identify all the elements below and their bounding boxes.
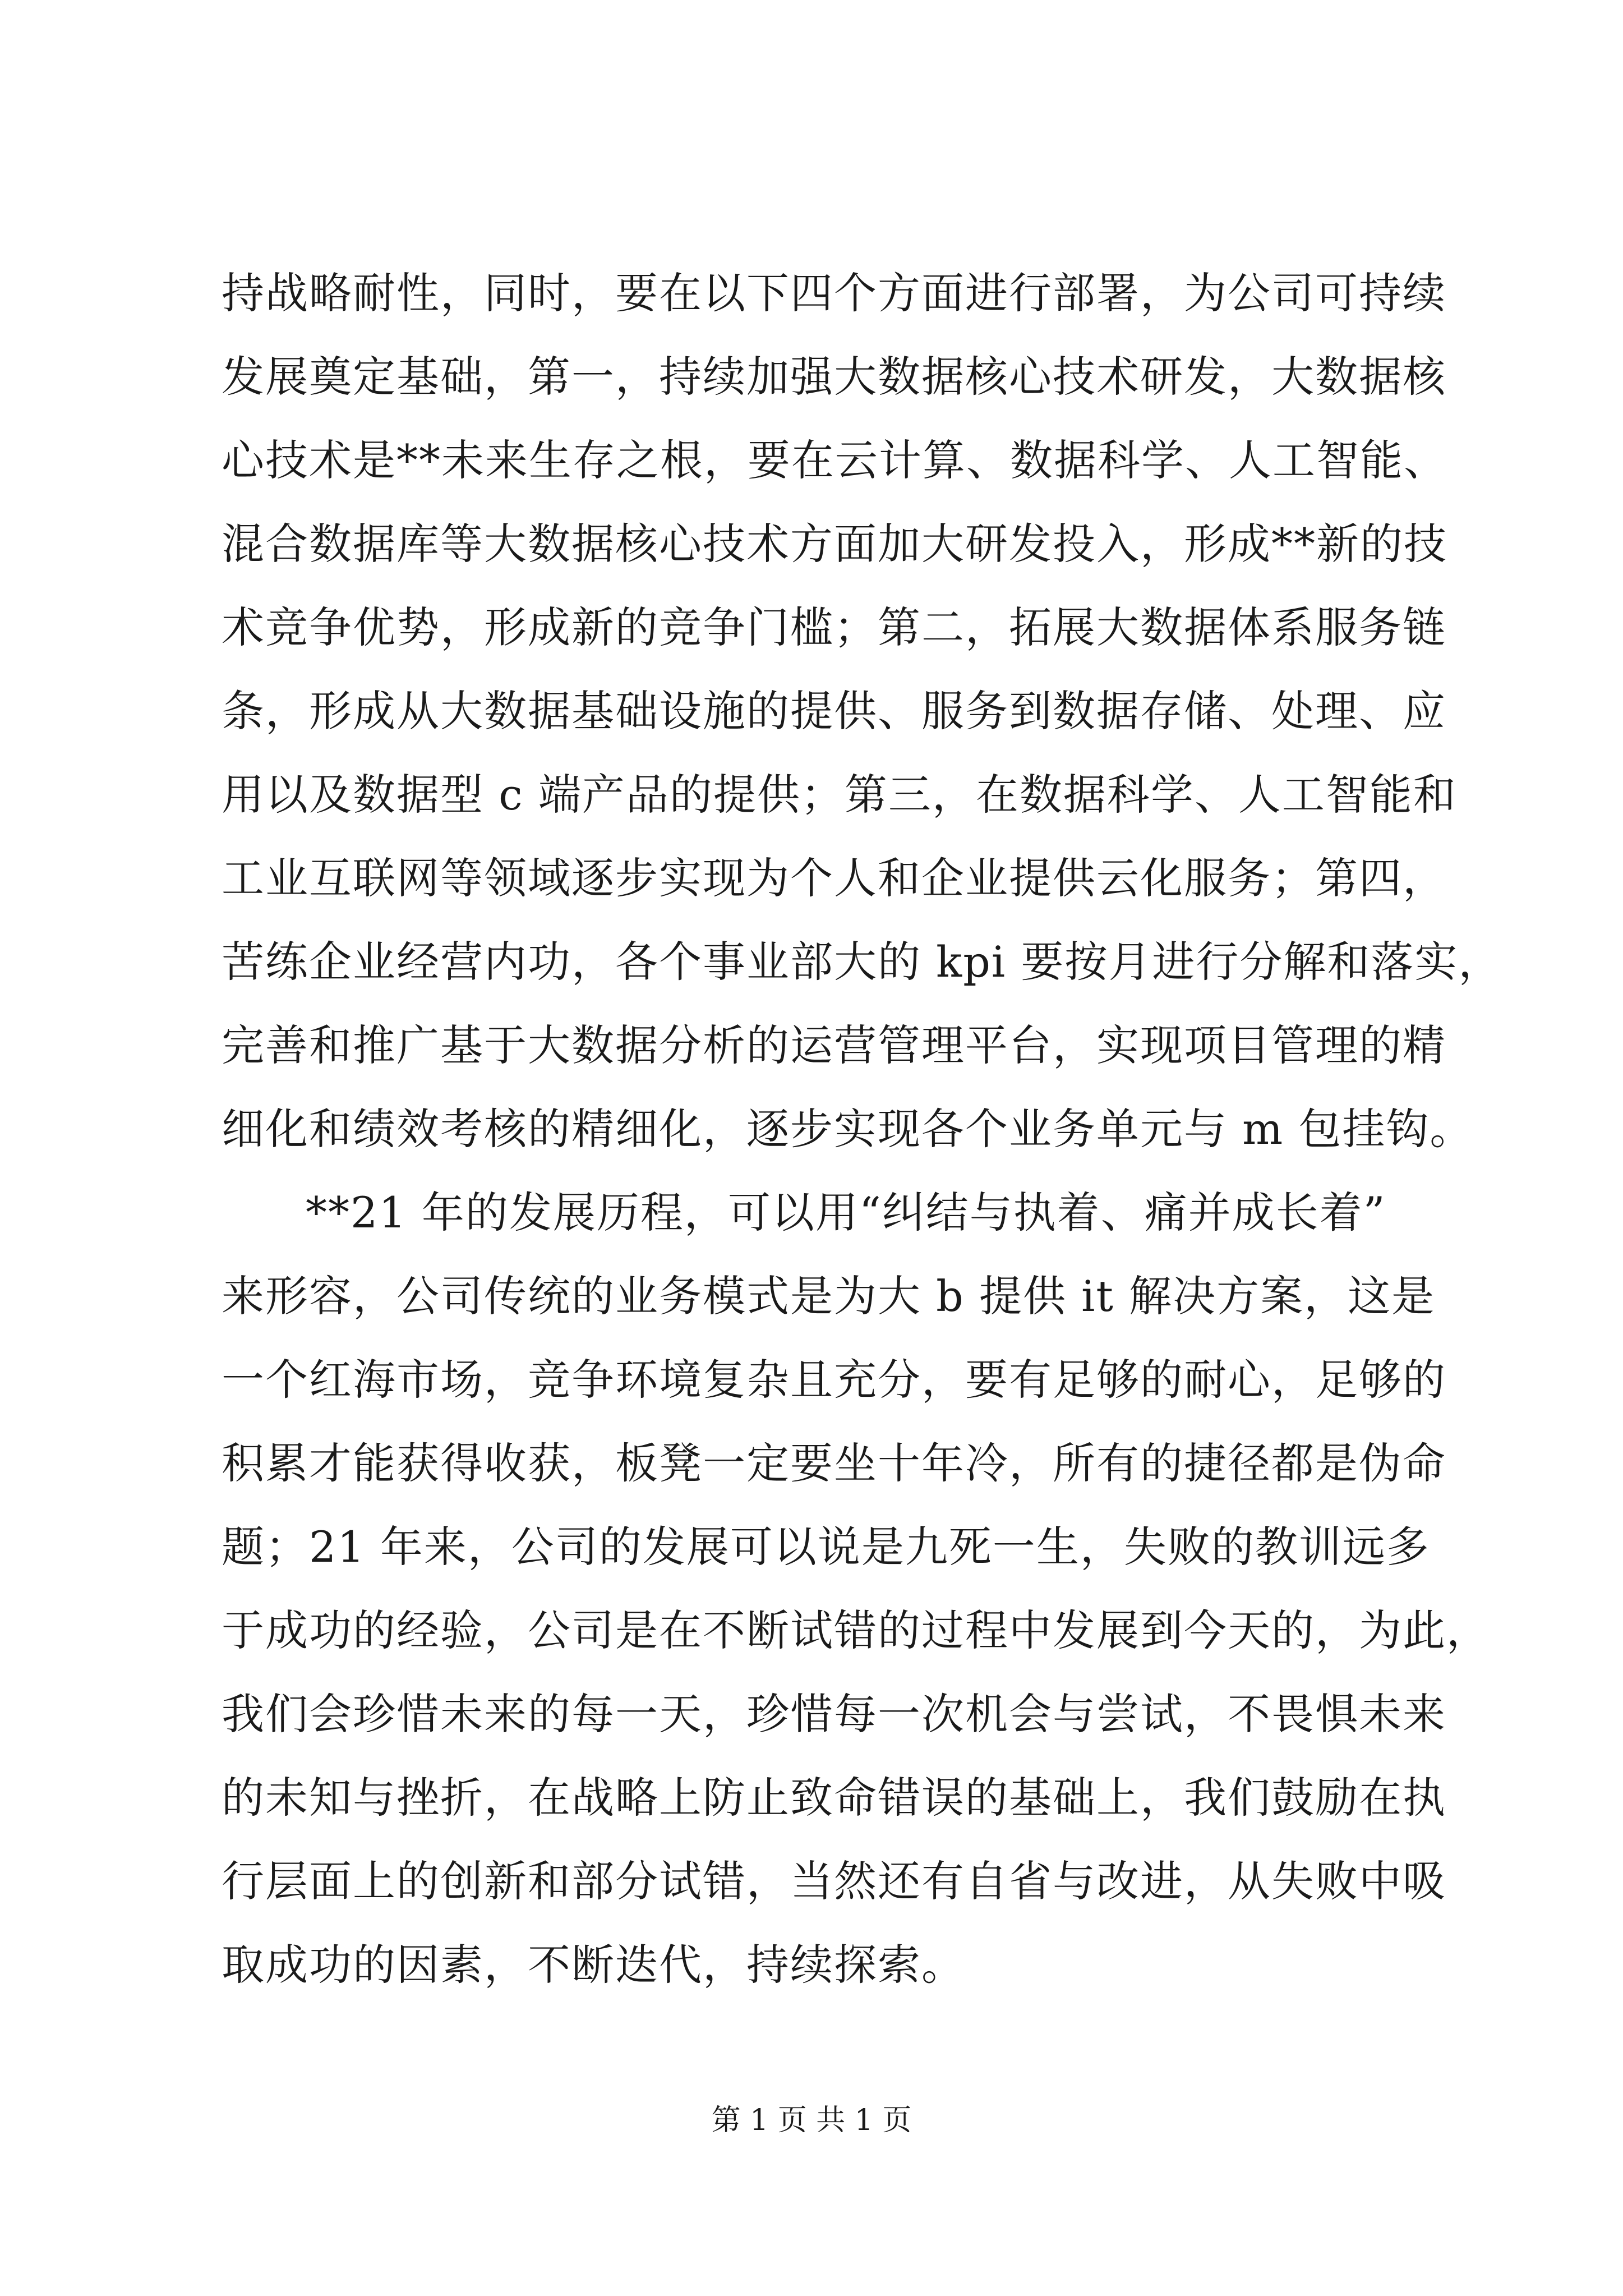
text-line: 积累才能获得收获，板凳一定要坐十年冷，所有的捷径都是伪命: [222, 1438, 1446, 1488]
paragraph-2: [222, 1171, 1490, 2007]
text-line: 细化和绩效考核的精细化，逐步实现各个业务单元与 m 包挂钩。: [222, 1104, 1474, 1154]
text-line: 持战略耐性，同时，要在以下四个方面进行部署，为公司可持续: [222, 268, 1446, 318]
paragraph-1: [222, 251, 1502, 1171]
page-number-label: 第 1 页 共 1 页: [711, 2104, 912, 2137]
text-line: 混合数据库等大数据核心技术方面加大研发投入，形成**新的技: [222, 519, 1447, 569]
text-line: 取成功的因素，不断迭代，持续探索。: [222, 1940, 965, 1990]
text-line: 术竞争优势，形成新的竞争门槛；第二，拓展大数据体系服务链: [222, 602, 1446, 652]
text-line-indented: **21 年的发展历程，可以用“纠结与执着、痛并成长着”: [306, 1188, 1386, 1237]
text-line: 我们会珍惜未来的每一天，珍惜每一次机会与尝试，不畏惧未来: [222, 1689, 1446, 1739]
document-body: [222, 251, 1502, 2007]
text-line: 来形容，公司传统的业务模式是为大 b 提供 it 解决方案，这是: [222, 1271, 1436, 1321]
text-line: 心技术是**未来生存之根，要在云计算、数据科学、人工智能、: [222, 435, 1447, 485]
text-line: 于成功的经验，公司是在不断试错的过程中发展到今天的，为此，: [222, 1605, 1490, 1655]
text-line: 用以及数据型 c 端产品的提供；第三，在数据科学、人工智能和: [222, 770, 1457, 820]
text-line: 的未知与挫折，在战略上防止致命错误的基础上，我们鼓励在执: [222, 1773, 1446, 1823]
text-line: 发展奠定基础，第一，持续加强大数据核心技术研发，大数据核: [222, 352, 1446, 402]
text-line: 题；21 年来，公司的发展可以说是九死一生，失败的教训远多: [222, 1522, 1430, 1572]
text-line: 完善和推广基于大数据分析的运营管理平台，实现项目管理的精: [222, 1020, 1446, 1070]
text-line: 一个红海市场，竞争环境复杂且充分，要有足够的耐心，足够的: [222, 1355, 1446, 1405]
text-line: 行层面上的创新和部分试错，当然还有自省与改进，从失败中吸: [222, 1856, 1446, 1906]
page-footer: [0, 2101, 1623, 2140]
text-line: 条，形成从大数据基础设施的提供、服务到数据存储、处理、应: [222, 686, 1446, 736]
text-line: 工业互联网等领域逐步实现为个人和企业提供云化服务；第四，: [222, 853, 1446, 903]
text-line: 苦练企业经营内功，各个事业部大的 kpi 要按月进行分解和落实，: [222, 937, 1502, 987]
